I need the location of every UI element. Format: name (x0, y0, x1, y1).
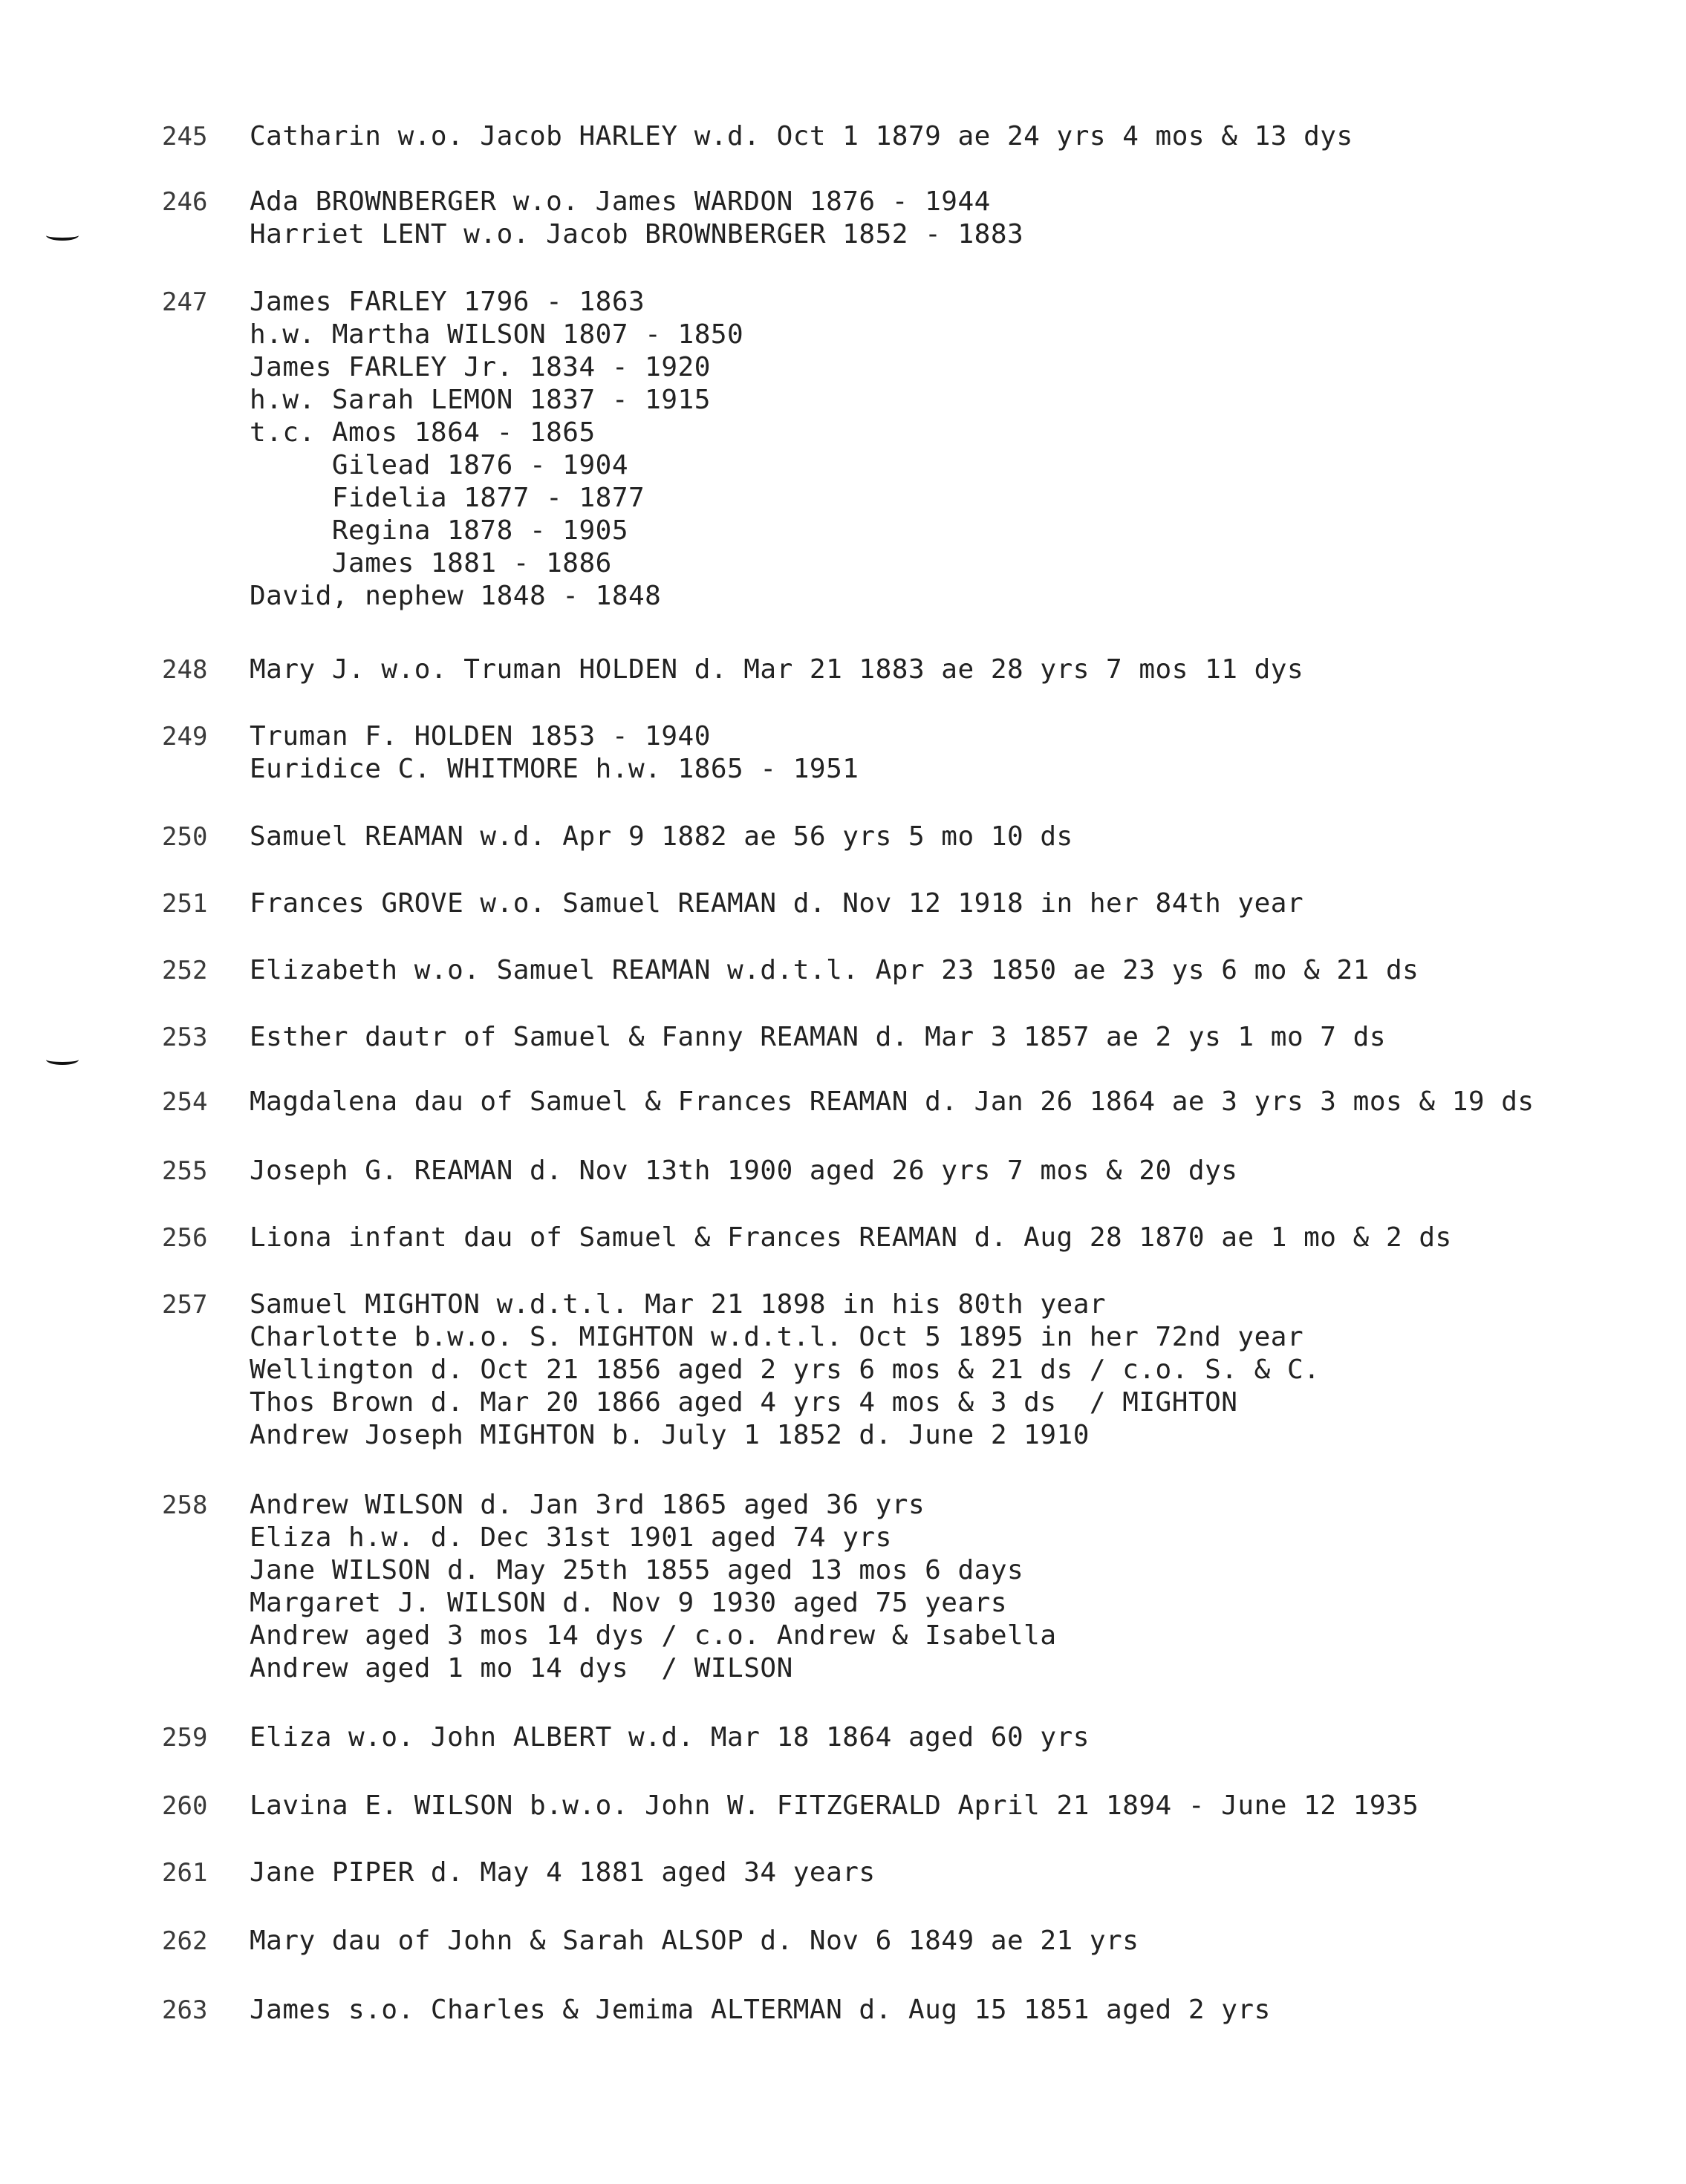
entry-line: Gilead 1876 - 1904 (250, 450, 628, 480)
entry-text (250, 1222, 1638, 1254)
entry-number: 260 (162, 1791, 208, 1821)
entry-line: Mary dau of John & Sarah ALSOP d. Nov 6 1849 ae 21 yrs (250, 1926, 1139, 1956)
entry-number: 258 (162, 1490, 208, 1520)
entry-line: Margaret J. WILSON d. Nov 9 1930 aged 75 years (250, 1588, 1007, 1618)
entry-number: 261 (162, 1858, 208, 1888)
entry-text (250, 653, 1638, 686)
entry-line: Thos Brown d. Mar 20 1866 aged 4 yrs 4 mos & 3 ds / MIGHTON (250, 1387, 1238, 1418)
entry-text (250, 1489, 1638, 1685)
entry-number: 262 (162, 1926, 208, 1956)
entry-line: Jane WILSON d. May 25th 1855 aged 13 mos 6 days (250, 1555, 1024, 1585)
entry-line: Joseph G. REAMAN d. Nov 13th 1900 aged 26 yrs 7 mos & 20 dys (250, 1155, 1238, 1186)
entry-text (250, 186, 1638, 251)
entry-line: Samuel REAMAN w.d. Apr 9 1882 ae 56 yrs 5 mo 10 ds (250, 821, 1073, 852)
entry-line: Regina 1878 - 1905 (250, 515, 628, 546)
entry-line: Andrew Joseph MIGHTON b. July 1 1852 d. June 2 1910 (250, 1420, 1090, 1450)
entry-line: Truman F. HOLDEN 1853 - 1940 (250, 721, 711, 752)
entry-line: Charlotte b.w.o. S. MIGHTON w.d.t.l. Oct 5 1895 in her 72nd year (250, 1322, 1304, 1352)
entry-text (250, 1790, 1638, 1822)
entry-number: 256 (162, 1223, 208, 1253)
entry-line: Eliza w.o. John ALBERT w.d. Mar 18 1864 aged 60 yrs (250, 1722, 1090, 1753)
entry-line: Jane PIPER d. May 4 1881 aged 34 years (250, 1857, 876, 1888)
entry-number: 255 (162, 1156, 208, 1186)
entry-text (250, 1925, 1638, 1958)
entry-line: Andrew aged 3 mos 14 dys / c.o. Andrew & Isabella (250, 1620, 1057, 1651)
entry-line: James FARLEY Jr. 1834 - 1920 (250, 352, 711, 382)
entry-text (250, 1086, 1638, 1118)
entry-number: 254 (162, 1087, 208, 1117)
entry-line: Mary J. w.o. Truman HOLDEN d. Mar 21 1883 ae 28 yrs 7 mos 11 dys (250, 654, 1304, 685)
entry-text (250, 120, 1638, 153)
entry-text (250, 1021, 1638, 1054)
entry-line: Fidelia 1877 - 1877 (250, 483, 645, 513)
entry-text (250, 1288, 1638, 1452)
entry-text (250, 1994, 1638, 2027)
entry-number: 257 (162, 1290, 208, 1320)
entry-line: Magdalena dau of Samuel & Frances REAMAN d. Jan 26 1864 ae 3 yrs 3 mos & 19 ds (250, 1086, 1534, 1117)
entry-text (250, 821, 1638, 853)
entry-text (250, 1857, 1638, 1889)
entry-line: Elizabeth w.o. Samuel REAMAN w.d.t.l. Apr 23 1850 ae 23 ys 6 mo & 21 ds (250, 955, 1419, 985)
entry-line: Catharin w.o. Jacob HARLEY w.d. Oct 1 1879 ae 24 yrs 4 mos & 13 dys (250, 121, 1353, 151)
entry-text (250, 286, 1638, 613)
entry-number: 250 (162, 822, 208, 852)
entry-text (250, 1721, 1638, 1754)
entry-line: Lavina E. WILSON b.w.o. John W. FITZGERALD April 21 1894 - June 12 1935 (250, 1790, 1419, 1821)
entry-text (250, 887, 1638, 920)
margin-tick-mark (46, 1054, 79, 1065)
entry-number: 248 (162, 655, 208, 685)
entry-line: Ada BROWNBERGER w.o. James WARDON 1876 - 1944 (250, 186, 991, 217)
entry-line: Eliza h.w. d. Dec 31st 1901 aged 74 yrs (250, 1522, 892, 1553)
entry-number: 259 (162, 1723, 208, 1753)
entry-number: 245 (162, 122, 208, 151)
margin-tick-mark (46, 230, 79, 241)
entry-text (250, 1155, 1638, 1187)
entry-line: David, nephew 1848 - 1848 (250, 581, 662, 611)
entry-line: Euridice C. WHITMORE h.w. 1865 - 1951 (250, 754, 859, 784)
entry-line: t.c. Amos 1864 - 1865 (250, 417, 596, 448)
entry-number: 251 (162, 889, 208, 919)
entry-text (250, 720, 1638, 786)
entry-line: James FARLEY 1796 - 1863 (250, 287, 645, 317)
entry-line: Esther dautr of Samuel & Fanny REAMAN d. Mar 3 1857 ae 2 ys 1 mo 7 ds (250, 1022, 1386, 1052)
entry-line: h.w. Martha WILSON 1807 - 1850 (250, 319, 744, 350)
entry-line: James 1881 - 1886 (250, 548, 612, 578)
entry-number: 249 (162, 722, 208, 752)
entry-line: Samuel MIGHTON w.d.t.l. Mar 21 1898 in his 80th year (250, 1289, 1107, 1320)
entry-line: h.w. Sarah LEMON 1837 - 1915 (250, 385, 711, 415)
entry-line: Frances GROVE w.o. Samuel REAMAN d. Nov 12 1918 in her 84th year (250, 888, 1304, 919)
entry-line: Andrew WILSON d. Jan 3rd 1865 aged 36 yrs (250, 1490, 925, 1520)
entry-number: 246 (162, 187, 208, 217)
entry-line: Andrew aged 1 mo 14 dys / WILSON (250, 1653, 793, 1683)
entry-line: Harriet LENT w.o. Jacob BROWNBERGER 1852 - 1883 (250, 219, 1024, 250)
entry-number: 247 (162, 287, 208, 317)
entry-text (250, 954, 1638, 987)
entry-line: Wellington d. Oct 21 1856 aged 2 yrs 6 mos & 21 ds / c.o. S. & C. (250, 1355, 1321, 1385)
entry-number: 252 (162, 956, 208, 985)
entry-line: Liona infant dau of Samuel & Frances REAMAN d. Aug 28 1870 ae 1 mo & 2 ds (250, 1222, 1452, 1253)
entry-line: James s.o. Charles & Jemima ALTERMAN d. Aug 15 1851 aged 2 yrs (250, 1995, 1271, 2025)
entry-number: 253 (162, 1023, 208, 1052)
entry-number: 263 (162, 1995, 208, 2025)
